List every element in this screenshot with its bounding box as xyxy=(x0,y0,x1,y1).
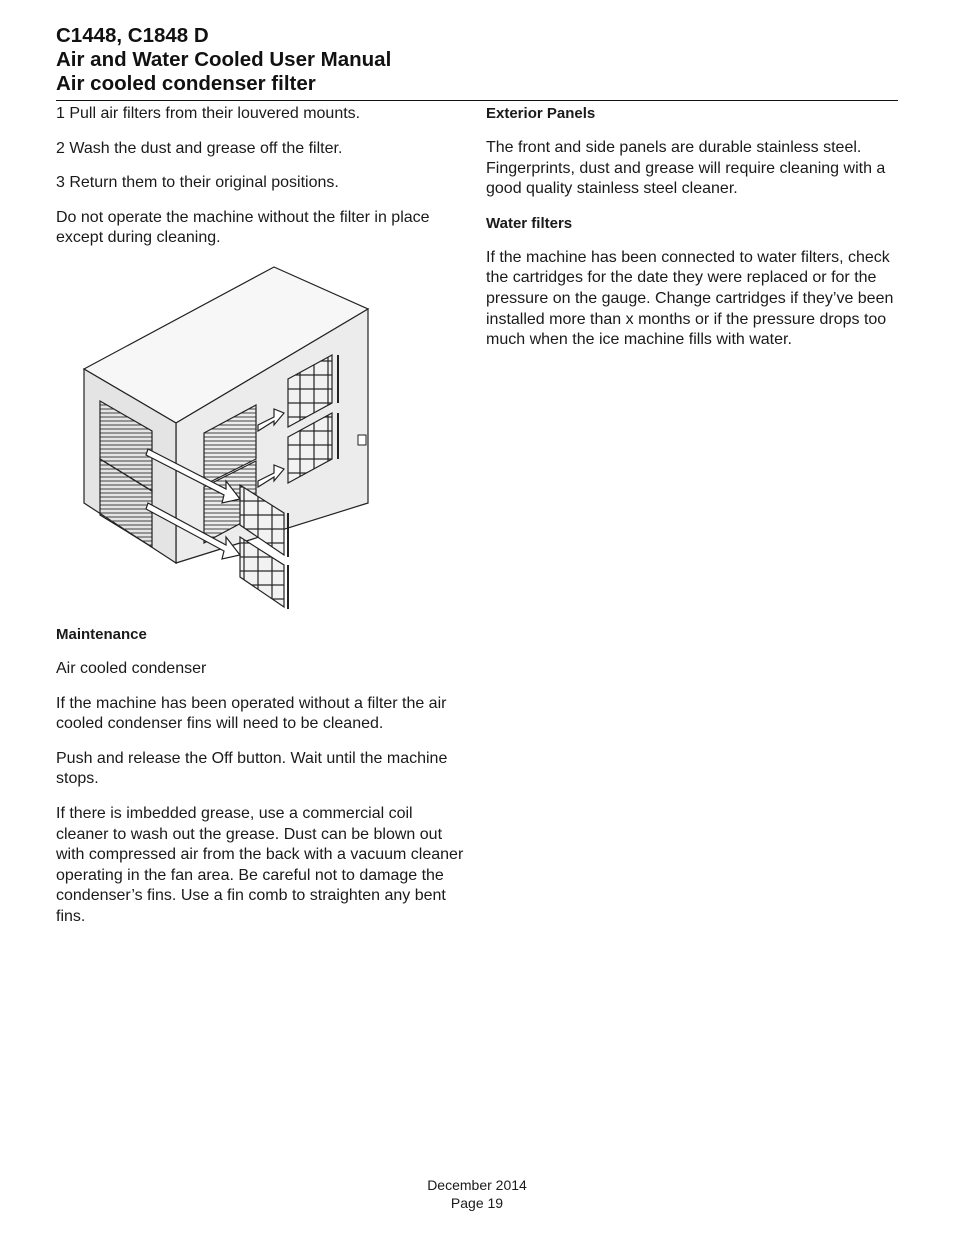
step-2: 2 Wash the dust and grease off the filter. xyxy=(56,139,343,157)
left-column xyxy=(56,104,466,942)
maintenance-paragraph-2: Push and release the Off button. Wait until the machine stops. xyxy=(56,749,448,788)
page-header xyxy=(56,24,898,96)
section-title: Air cooled condenser filter xyxy=(56,72,316,95)
water-filters-heading: Water filters xyxy=(486,214,573,232)
header-rule xyxy=(56,100,898,101)
right-column xyxy=(486,104,896,365)
step-1: 1 Pull air filters from their louvered mounts. xyxy=(56,105,361,122)
page-footer xyxy=(0,1176,954,1212)
maintenance-paragraph-1: If the machine has been operated without a filter the air cooled condenser fins will need to be cleaned. xyxy=(56,694,447,733)
ice-machine-filter-removal-illustration-icon xyxy=(76,263,376,611)
footer-page-number: Page 19 xyxy=(450,1195,504,1211)
exterior-panels-heading: Exterior Panels xyxy=(486,105,596,122)
step-3: 3 Return them to their original positions. xyxy=(56,174,339,192)
warning-text: Do not operate the machine without the filter in place except during cleaning. xyxy=(56,208,430,247)
exterior-panels-text: The front and side panels are durable stainless steel. Fingerprints, dust and grease will require cleaning with a good quality stainless steel cleaner. xyxy=(486,139,886,198)
water-filters-text: If the machine has been connected to water filters, check the cartridges for the date they were replaced or for the pressure on the gauge. Change cartridges if they’ve been installed more than x months or if the pressure drops too much when the ice machine fills with water. xyxy=(486,248,894,349)
manual-title: Air and Water Cooled User Manual xyxy=(56,48,392,71)
model-title: C1448, C1848 D xyxy=(56,24,209,47)
maintenance-subheading: Air cooled condenser xyxy=(56,659,207,677)
maintenance-paragraph-3: If there is imbedded grease, use a commercial coil cleaner to wash out the grease. Dust can be blown out with compressed air from the back with a vacuum cleaner operating in the fan area. Be careful not to damage the condenser’s fins. Use a fin comb to straighten any bent fins. xyxy=(56,804,464,925)
footer-date: December 2014 xyxy=(427,1177,527,1193)
maintenance-heading: Maintenance xyxy=(56,625,147,643)
